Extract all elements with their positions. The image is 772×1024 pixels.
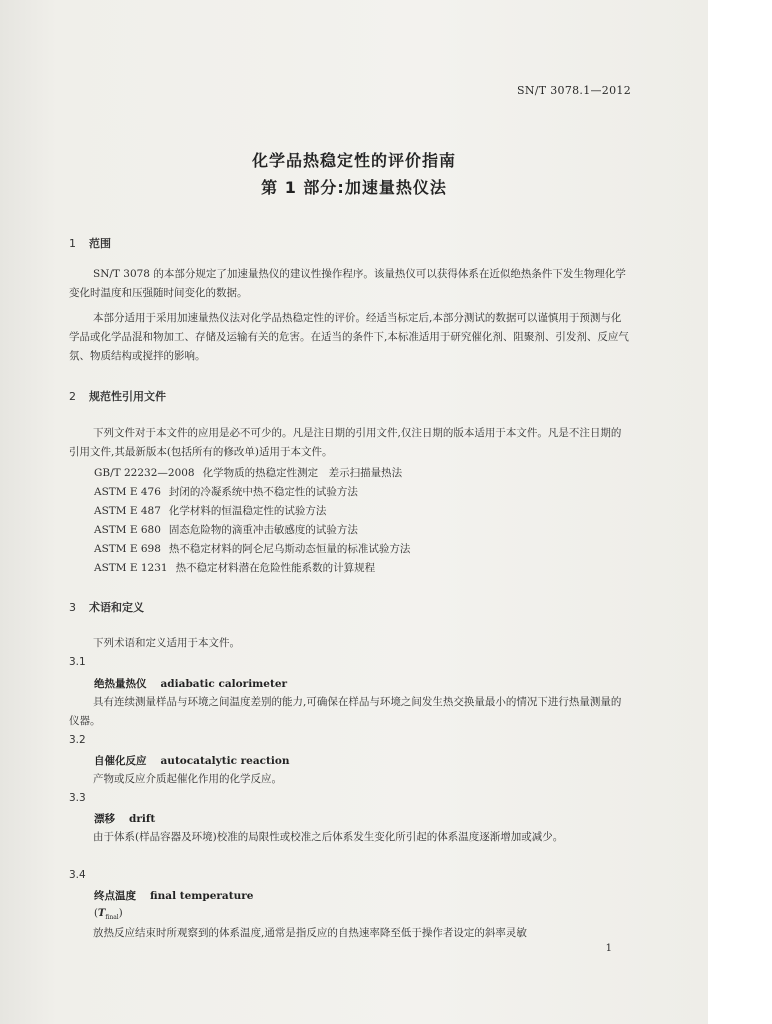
term-definition: 由于体系(样品容器及环境)校准的局限性或校准之后体系发生变化所引起的体系温度逐渐增加或减少。 xyxy=(93,831,564,843)
reference-item xyxy=(94,503,326,518)
standard-code: SN/T 3078.1—2012 xyxy=(517,84,631,97)
section-number: 1 xyxy=(69,237,76,250)
reference-code: ASTM E 1231 xyxy=(94,562,168,574)
section-3-heading xyxy=(69,599,144,615)
section-1-heading xyxy=(69,235,111,251)
reference-code: ASTM E 680 xyxy=(94,524,161,536)
section-2-heading xyxy=(69,388,166,404)
page-number: 1 xyxy=(605,943,612,954)
reference-code: ASTM E 487 xyxy=(94,505,161,517)
reference-title: 化学材料的恒温稳定性的试验方法 xyxy=(168,505,327,517)
reference-item xyxy=(94,541,410,556)
term-cn: 终点温度 xyxy=(94,890,136,902)
term-symbol: $(T_{final})$ xyxy=(94,908,123,921)
reference-title: 热不稳定材料的阿仑尼乌斯动态恒量的标准试验方法 xyxy=(168,543,411,555)
reference-title: 热不稳定材料潜在危险性能系数的计算规程 xyxy=(175,562,376,574)
term-definition: 放热反应结束时所观察到的体系温度,通常是指反应的自热速率降至低于操作者设定的斜率灵敏 xyxy=(93,927,527,939)
document-title: 化学品热稳定性的评价指南 xyxy=(251,151,456,170)
section-number: 3 xyxy=(69,601,76,614)
term-heading xyxy=(94,753,290,768)
term-definition: 产物或反应介质起催化作用的化学反应。 xyxy=(93,773,282,785)
reference-item xyxy=(94,484,358,499)
section-title: 术语和定义 xyxy=(89,601,144,614)
section-title: 范围 xyxy=(89,237,111,250)
reference-code: ASTM E 476 xyxy=(94,486,161,498)
term-cn: 自催化反应 xyxy=(94,755,147,767)
reference-title: 固态危险物的滴重冲击敏感度的试验方法 xyxy=(168,524,358,536)
reference-title: 封闭的冷凝系统中热不稳定性的试验方法 xyxy=(168,486,358,498)
term-heading xyxy=(94,676,287,691)
term-number: 3.4 xyxy=(69,869,86,881)
term-number: 3.2 xyxy=(69,734,86,746)
document-subtitle: 第 1 部分:加速量热仪法 xyxy=(261,178,447,197)
paragraph: 本部分适用于采用加速量热仪法对化学品热稳定性的评价。经适当标定后,本部分测试的数据可以谨慎用于预测与化学品或化学品混和物加工、存储及运输有关的危害。在适当的条件下,本标准适用于研究催化剂、阻聚剂、引发剂、反应气氛、物质结构或搅拌的影响。 xyxy=(69,312,629,362)
term-heading xyxy=(94,811,155,826)
term-en: final temperature xyxy=(150,890,254,902)
paragraph: SN/T 3078 的本部分规定了加速量热仪的建议性操作程序。该量热仪可以获得体系在近似绝热条件下发生物理化学变化时温度和压强随时间变化的数据。 xyxy=(69,268,626,299)
term-cn: 绝热量热仪 xyxy=(94,678,147,690)
symbol-subscript: final xyxy=(105,914,119,921)
term-en: autocatalytic reaction xyxy=(160,755,290,767)
term-cn: 漂移 xyxy=(94,813,115,825)
term-definition: 具有连续测量样品与环境之间温度差别的能力,可确保在样品与环境之间发生热交换量最小的情况下进行热量测量的仪器。 xyxy=(69,696,622,727)
reference-item xyxy=(94,465,402,480)
reference-code: GB/T 22232—2008 xyxy=(94,467,195,479)
term-number: 3.3 xyxy=(69,792,86,804)
reference-item xyxy=(94,560,375,575)
paragraph: 下列术语和定义适用于本文件。 xyxy=(93,637,240,649)
term-en: adiabatic calorimeter xyxy=(160,678,288,690)
paragraph: 下列文件对于本文件的应用是必不可少的。凡是注日期的引用文件,仅注日期的版本适用于本文件。凡是不注日期的引用文件,其最新版本(包括所有的修改单)适用于本文件。 xyxy=(69,427,622,458)
term-heading xyxy=(94,888,253,903)
term-number: 3.1 xyxy=(69,656,86,668)
reference-code: ASTM E 698 xyxy=(94,543,161,555)
reference-title: 化学物质的热稳定性测定 差示扫描量热法 xyxy=(202,467,403,479)
section-title: 规范性引用文件 xyxy=(89,390,166,403)
term-en: drift xyxy=(129,813,156,825)
reference-item xyxy=(94,522,358,537)
symbol-main: T xyxy=(97,908,106,919)
section-number: 2 xyxy=(69,390,76,403)
